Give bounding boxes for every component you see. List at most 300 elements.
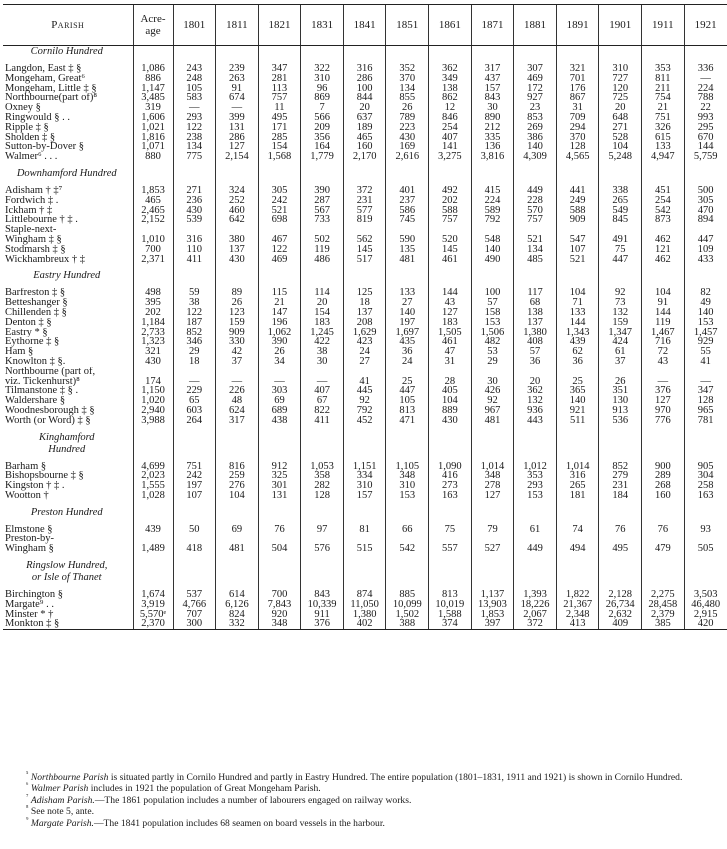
- hundred-heading-row: [3, 507, 727, 519]
- parish-name: Oxney §: [5, 103, 41, 113]
- population-cell: 4,947: [642, 152, 685, 162]
- population-cell: 20: [301, 298, 344, 308]
- population-cell: 226: [216, 386, 259, 396]
- population-cell: 528: [599, 133, 642, 143]
- population-cell: 18,226: [514, 600, 557, 610]
- population-cell: 110: [173, 245, 216, 255]
- empty-cell: [216, 507, 259, 519]
- population-cell: 153: [514, 491, 557, 501]
- population-cell: 7: [301, 103, 344, 113]
- population-cell: 137: [514, 318, 557, 328]
- table-row: [3, 245, 727, 255]
- population-cell: 304: [684, 471, 727, 481]
- population-cell: 408: [514, 337, 557, 347]
- population-cell: 927: [514, 93, 557, 103]
- hundred-heading: or Isle of Thanet: [31, 572, 102, 584]
- empty-cell: [556, 168, 599, 180]
- table-row: [3, 255, 727, 265]
- empty-cell: [429, 432, 472, 444]
- population-cell: 10,099: [386, 600, 429, 610]
- population-cell: 422: [301, 337, 344, 347]
- population-cell: 141: [429, 142, 472, 152]
- population-cell: 462: [642, 235, 685, 245]
- empty-cell: [514, 168, 557, 180]
- footnote-heading: Adisham Parish.: [30, 794, 95, 806]
- empty-cell: [684, 432, 727, 444]
- population-cell: 873: [642, 215, 685, 225]
- population-cell: 76: [599, 525, 642, 535]
- population-cell: 295: [684, 123, 727, 133]
- acreage-cell: 1,021: [133, 123, 173, 133]
- population-cell: 449: [514, 186, 557, 196]
- table-row: [3, 619, 727, 629]
- footnote-text: is situated partly in Cornilo Hundred and partly in Eastry Hundred. The entire population (1801–1831, 1911 and 1921) is shown in Cornilo Hundred.: [108, 772, 683, 783]
- population-cell: 816: [216, 462, 259, 472]
- empty-cell: [343, 168, 386, 180]
- acreage-cell: 3,485: [133, 93, 173, 103]
- population-cell: 588: [556, 206, 599, 216]
- population-cell: 301: [258, 481, 301, 491]
- table-row: [3, 142, 727, 152]
- parish-column-header: Parish: [3, 5, 133, 46]
- population-cell: 49: [684, 298, 727, 308]
- parish-name: Walmer⁶ . . .: [5, 152, 58, 162]
- population-cell: 542: [642, 206, 685, 216]
- population-cell: 439: [556, 337, 599, 347]
- table-row: [3, 133, 727, 143]
- empty-cell: [133, 168, 173, 180]
- empty-cell: [471, 270, 514, 282]
- table-row: [3, 235, 727, 245]
- empty-cell: [301, 444, 344, 456]
- footnote-text: —The 1841 population includes 68 seamen on board vessels in the harbour.: [93, 817, 385, 829]
- empty-cell: [599, 507, 642, 519]
- population-cell: 1,151: [343, 462, 386, 472]
- population-cell: 26: [216, 298, 259, 308]
- population-cell: 405: [429, 386, 472, 396]
- footnote-heading: Walmer Parish: [30, 783, 89, 795]
- population-cell: 25: [556, 377, 599, 387]
- population-cell: 1,568: [258, 152, 301, 162]
- empty-cell: [599, 270, 642, 282]
- population-cell: 38: [173, 298, 216, 308]
- population-cell: 521: [258, 206, 301, 216]
- acreage-cell: 2,733: [133, 328, 173, 338]
- population-cell: 144: [556, 318, 599, 328]
- acreage-cell: [133, 225, 173, 235]
- population-cell: [343, 534, 386, 544]
- population-cell: 399: [216, 113, 259, 123]
- acreage-cell: 1,606: [133, 113, 173, 123]
- empty-cell: [216, 572, 259, 584]
- population-cell: 504: [258, 544, 301, 554]
- population-cell: 324: [216, 186, 259, 196]
- empty-cell: [429, 507, 472, 519]
- population-cell: 310: [301, 74, 344, 84]
- empty-cell: [343, 572, 386, 584]
- population-cell: 2,275: [642, 590, 685, 600]
- hundred-heading: Downhamford Hundred: [16, 167, 117, 179]
- population-cell: 263: [216, 74, 259, 84]
- population-cell: [471, 367, 514, 377]
- population-cell: 160: [642, 491, 685, 501]
- population-cell: 1,502: [386, 610, 429, 620]
- population-cell: 642: [216, 215, 259, 225]
- population-cell: 471: [386, 416, 429, 426]
- population-cell: 22: [684, 103, 727, 113]
- table-row: [3, 206, 727, 216]
- population-cell: 5,248: [599, 152, 642, 162]
- population-cell: 127: [471, 491, 514, 501]
- parish-name: Betteshanger §: [5, 298, 68, 308]
- population-cell: 441: [556, 186, 599, 196]
- population-cell: 140: [556, 396, 599, 406]
- population-cell: 43: [429, 298, 472, 308]
- population-cell: 293: [173, 113, 216, 123]
- population-cell: 1,012: [514, 462, 557, 472]
- population-cell: 353: [642, 64, 685, 74]
- year-column-header: 1841: [343, 5, 386, 46]
- population-cell: 189: [343, 123, 386, 133]
- table-row: [3, 337, 727, 347]
- empty-cell: [258, 507, 301, 519]
- acreage-cell: 1,028: [133, 491, 173, 501]
- population-cell: 305: [258, 186, 301, 196]
- population-cell: 894: [684, 215, 727, 225]
- population-cell: 846: [429, 113, 472, 123]
- table-row: [3, 544, 727, 554]
- acreage-cell: 1,086: [133, 64, 173, 74]
- population-cell: 844: [343, 93, 386, 103]
- empty-cell: [386, 572, 429, 584]
- empty-cell: [556, 46, 599, 59]
- population-cell: 411: [301, 416, 344, 426]
- population-cell: 97: [301, 525, 344, 535]
- acreage-cell: 2,940: [133, 406, 173, 416]
- population-cell: 913: [599, 406, 642, 416]
- population-cell: 745: [386, 215, 429, 225]
- empty-cell: [684, 507, 727, 519]
- population-cell: 37: [216, 357, 259, 367]
- population-cell: 757: [429, 215, 472, 225]
- population-cell: 358: [301, 471, 344, 481]
- acreage-cell: 1,674: [133, 590, 173, 600]
- population-cell: 1,105: [386, 462, 429, 472]
- empty-cell: [514, 572, 557, 584]
- population-cell: 187: [173, 318, 216, 328]
- population-cell: 92: [343, 396, 386, 406]
- population-cell: 20: [514, 377, 557, 387]
- parish-name: Sutton-by-Dover §: [5, 142, 85, 153]
- population-cell: 134: [173, 142, 216, 152]
- population-cell: 491: [599, 235, 642, 245]
- population-cell: 700: [258, 590, 301, 600]
- parish-name: Mongeham, Little ‡ §: [5, 83, 97, 94]
- parish-name: Staple-next-: [5, 225, 57, 235]
- population-cell: 258: [684, 481, 727, 491]
- population-cell: 789: [386, 113, 429, 123]
- empty-cell: [216, 168, 259, 180]
- population-cell: 4,766: [173, 600, 216, 610]
- table-row: [3, 491, 727, 501]
- year-column-header: 1821: [258, 5, 301, 46]
- table-row: [3, 84, 727, 94]
- parish-name: Birchington §: [5, 590, 64, 600]
- table-row: [3, 406, 727, 416]
- population-cell: 430: [173, 206, 216, 216]
- table-row: [3, 328, 727, 338]
- population-cell: 388: [386, 619, 429, 629]
- population-cell: —: [301, 377, 344, 387]
- population-cell: 181: [556, 491, 599, 501]
- population-cell: 30: [471, 103, 514, 113]
- population-cell: 10,339: [301, 600, 344, 610]
- table-row: [3, 396, 727, 406]
- table-row: [3, 103, 727, 113]
- empty-cell: [599, 46, 642, 59]
- population-cell: 287: [301, 196, 344, 206]
- population-cell: 1,090: [429, 462, 472, 472]
- population-cell: 135: [386, 245, 429, 255]
- population-cell: 776: [642, 416, 685, 426]
- population-cell: —: [216, 103, 259, 113]
- empty-cell: [133, 432, 173, 444]
- population-cell: 317: [471, 64, 514, 74]
- parish-name: Elmstone §: [5, 524, 53, 535]
- population-cell: 72: [642, 347, 685, 357]
- population-cell: 316: [173, 235, 216, 245]
- population-cell: 588: [429, 206, 472, 216]
- population-cell: 144: [642, 308, 685, 318]
- empty-cell: [386, 560, 429, 572]
- population-cell: 577: [343, 206, 386, 216]
- population-cell: 286: [343, 74, 386, 84]
- population-cell: 115: [258, 288, 301, 298]
- population-cell: 154: [301, 308, 344, 318]
- acreage-cell: 880: [133, 152, 173, 162]
- population-cell: 380: [216, 235, 259, 245]
- population-cell: 407: [301, 386, 344, 396]
- empty-cell: [216, 46, 259, 59]
- footnote-heading: Northbourne Parish: [30, 772, 109, 783]
- parish-name: Kingston † ‡ .: [5, 481, 65, 491]
- population-cell: 196: [258, 318, 301, 328]
- population-cell: 407: [429, 133, 472, 143]
- population-cell: 36: [556, 357, 599, 367]
- population-cell: 754: [642, 93, 685, 103]
- population-cell: [471, 225, 514, 235]
- population-cell: [343, 225, 386, 235]
- table-row: [3, 74, 727, 84]
- population-cell: 701: [556, 74, 599, 84]
- population-cell: 824: [216, 610, 259, 620]
- population-cell: 356: [301, 133, 344, 143]
- population-cell: 48: [216, 396, 259, 406]
- population-cell: 119: [642, 318, 685, 328]
- population-cell: 305: [684, 196, 727, 206]
- table-row: [3, 318, 727, 328]
- empty-cell: [216, 444, 259, 456]
- population-cell: 443: [514, 416, 557, 426]
- population-cell: 648: [599, 113, 642, 123]
- population-cell: 2,915: [684, 610, 727, 620]
- population-cell: 316: [343, 64, 386, 74]
- population-cell: 41: [684, 357, 727, 367]
- population-cell: 401: [386, 186, 429, 196]
- population-cell: 813: [386, 406, 429, 416]
- population-cell: 153: [684, 318, 727, 328]
- empty-cell: [642, 432, 685, 444]
- acreage-cell: 321: [133, 347, 173, 357]
- population-cell: 29: [173, 347, 216, 357]
- population-cell: 495: [258, 113, 301, 123]
- population-cell: [556, 225, 599, 235]
- parish-name: Ickham † ‡: [5, 205, 53, 216]
- population-cell: [514, 225, 557, 235]
- empty-cell: [429, 46, 472, 59]
- population-cell: 67: [301, 396, 344, 406]
- empty-cell: [301, 560, 344, 572]
- population-cell: 716: [642, 337, 685, 347]
- population-cell: 348: [258, 619, 301, 629]
- empty-cell: [684, 270, 727, 282]
- population-cell: 209: [301, 123, 344, 133]
- population-cell: 920: [258, 610, 301, 620]
- population-cell: 813: [429, 590, 472, 600]
- empty-cell: [471, 168, 514, 180]
- empty-cell: [343, 507, 386, 519]
- population-cell: 1,457: [684, 328, 727, 338]
- population-cell: —: [173, 377, 216, 387]
- population-cell: [173, 225, 216, 235]
- population-cell: 169: [386, 142, 429, 152]
- population-cell: 65: [173, 396, 216, 406]
- population-cell: [386, 225, 429, 235]
- acreage-cell: 1,323: [133, 337, 173, 347]
- population-cell: 212: [471, 123, 514, 133]
- population-cell: 521: [514, 235, 557, 245]
- population-cell: 751: [173, 462, 216, 472]
- population-cell: 28: [429, 377, 472, 387]
- population-cell: 515: [343, 544, 386, 554]
- empty-cell: [514, 432, 557, 444]
- population-cell: 1,822: [556, 590, 599, 600]
- population-cell: 570: [514, 206, 557, 216]
- population-cell: 492: [429, 186, 472, 196]
- population-cell: 113: [258, 84, 301, 94]
- table-row: [3, 590, 727, 600]
- population-cell: 348: [386, 471, 429, 481]
- population-cell: 268: [642, 481, 685, 491]
- population-cell: [429, 367, 472, 377]
- population-cell: 47: [429, 347, 472, 357]
- population-cell: 46,480: [684, 600, 727, 610]
- population-cell: 130: [599, 396, 642, 406]
- table-row: [3, 152, 727, 162]
- population-cell: 603: [173, 406, 216, 416]
- parish-name: Chillenden ‡ §: [5, 307, 67, 318]
- population-cell: [173, 534, 216, 544]
- population-cell: 430: [429, 416, 472, 426]
- footnote: [4, 792, 723, 806]
- hundred-heading-row: [3, 432, 727, 444]
- empty-cell: [429, 560, 472, 572]
- population-cell: 31: [429, 357, 472, 367]
- population-cell: 153: [471, 318, 514, 328]
- empty-cell: [429, 168, 472, 180]
- population-cell: [684, 367, 727, 377]
- population-cell: 34: [258, 357, 301, 367]
- population-cell: 159: [216, 318, 259, 328]
- population-cell: 3,816: [471, 152, 514, 162]
- population-cell: —: [684, 74, 727, 84]
- empty-cell: [343, 270, 386, 282]
- population-cell: 615: [642, 133, 685, 143]
- population-cell: 303: [258, 386, 301, 396]
- footnote: [4, 806, 723, 817]
- population-cell: 154: [258, 142, 301, 152]
- population-cell: 282: [301, 481, 344, 491]
- population-cell: 1,014: [556, 462, 599, 472]
- population-cell: [173, 367, 216, 377]
- population-cell: 397: [471, 619, 514, 629]
- hundred-heading: Preston Hundred: [30, 506, 103, 518]
- empty-cell: [386, 46, 429, 59]
- population-cell: 224: [684, 84, 727, 94]
- population-cell: [429, 225, 472, 235]
- footnote-marker: ⁸: [26, 804, 29, 813]
- population-cell: 57: [514, 347, 557, 357]
- population-cell: 1,506: [471, 328, 514, 338]
- population-cell: 1,853: [471, 610, 514, 620]
- population-cell: 346: [173, 337, 216, 347]
- footnotes: [4, 769, 723, 829]
- population-cell: 967: [471, 406, 514, 416]
- population-cell: —: [684, 377, 727, 387]
- population-cell: 751: [642, 113, 685, 123]
- population-cell: 557: [429, 544, 472, 554]
- population-cell: 26: [599, 377, 642, 387]
- table-row: [3, 600, 727, 610]
- empty-cell: [343, 444, 386, 456]
- acreage-cell: 2,371: [133, 255, 173, 265]
- population-cell: 242: [258, 196, 301, 206]
- population-cell: 172: [514, 84, 557, 94]
- table-row: [3, 196, 727, 206]
- population-cell: 502: [301, 235, 344, 245]
- acreage-cell: 1,020: [133, 396, 173, 406]
- population-cell: 853: [514, 113, 557, 123]
- population-cell: 131: [216, 123, 259, 133]
- population-cell: 73: [599, 298, 642, 308]
- parish-name: Eythorne ‡ §: [5, 337, 60, 348]
- population-cell: 905: [684, 462, 727, 472]
- empty-cell: [173, 432, 216, 444]
- parish-name: Ripple ‡ §: [5, 122, 49, 133]
- population-cell: 157: [471, 84, 514, 94]
- population-cell: 347: [258, 64, 301, 74]
- hundred-heading-row: [3, 560, 727, 572]
- population-cell: 1,053: [301, 462, 344, 472]
- parish-name: Bishopsbourne ‡ §: [5, 471, 84, 482]
- empty-cell: [258, 46, 301, 59]
- population-cell: 271: [173, 186, 216, 196]
- population-cell: —: [258, 377, 301, 387]
- population-cell: 365: [556, 386, 599, 396]
- population-cell: 438: [258, 416, 301, 426]
- population-cell: 1,505: [429, 328, 472, 338]
- population-cell: 890: [471, 113, 514, 123]
